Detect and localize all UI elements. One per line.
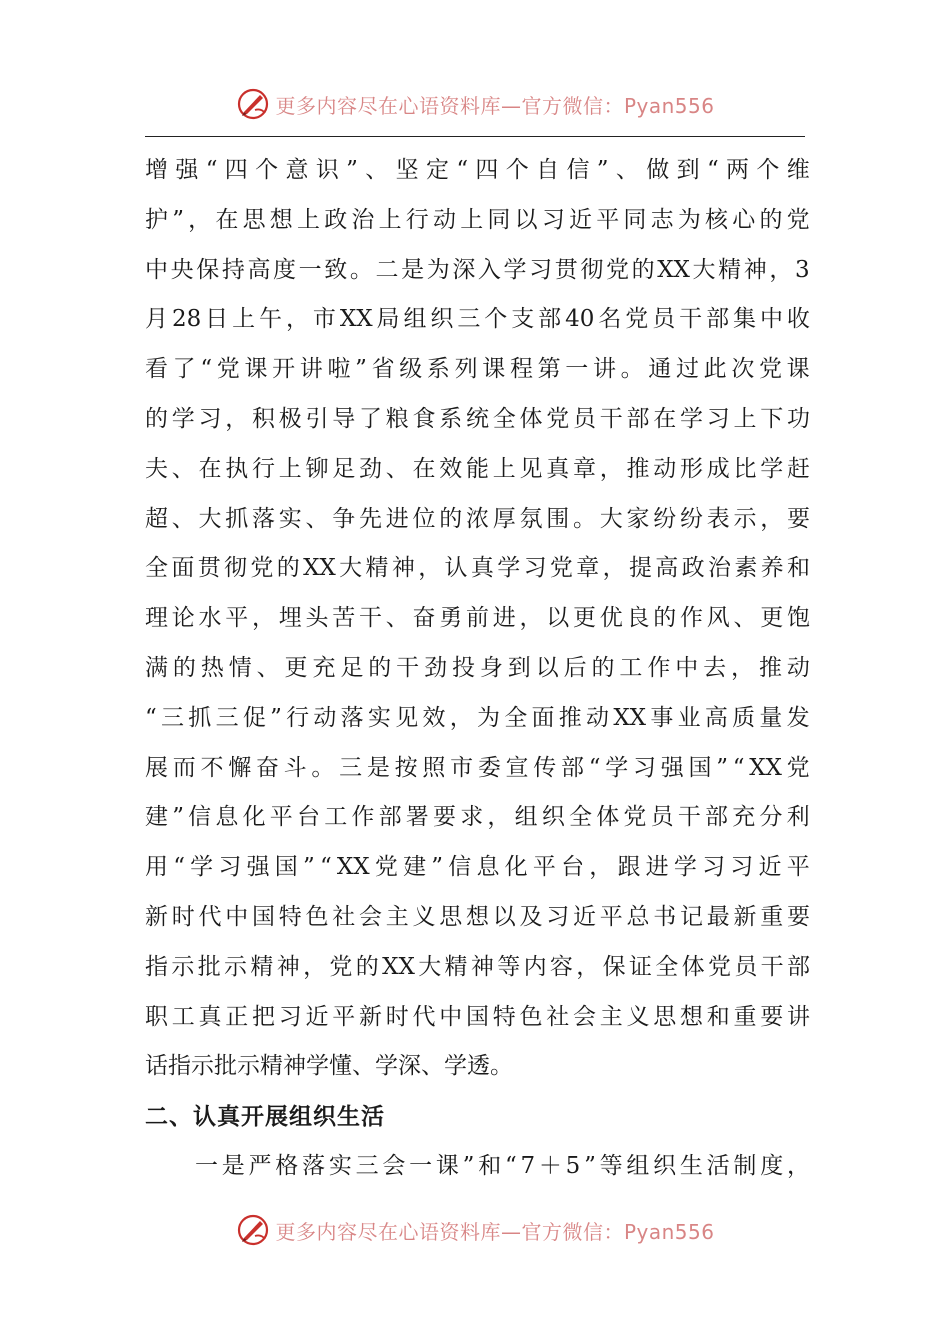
text-line: 职 工 真 正 把 习 近 平 新 时 代 中 国 特 色 社 会 主 义 思 想 和 重 要 讲 — [145, 1003, 810, 1030]
pen-seal-icon — [235, 1212, 271, 1248]
text-line: 月 28 日 上 午 ， 市 XX 局 组 织 三 个 支 部 40 名 党 员 干 部 集 中 收 — [145, 306, 810, 333]
text-line: 的 学 习 ， 积 极 引 导 了 粮 食 系 统 全 体 党 员 干 部 在 学 习 上 下 功 — [145, 405, 810, 432]
section-heading: 二、认真开展组织生活 — [145, 1103, 385, 1131]
section-first-line: 一 是 严 格 落 实 三 会 一 课 ” 和 “ 7 ＋ 5 ” 等 组 织 生 活 制 度 ， — [195, 1152, 810, 1179]
pen-seal-icon — [235, 86, 271, 122]
text-line: 指 示 批 示 精 神 ， 党 的 XX 大 精 神 等 内 容 ， 保 证 全 体 党 员 干 部 — [145, 953, 810, 980]
text-line: 新 时 代 中 国 特 色 社 会 主 义 思 想 以 及 习 近 平 总 书 记 最 新 重 要 — [145, 903, 810, 930]
text-line: 中 央 保 持 高 度 一 致 。 二 是 为 深 入 学 习 贯 彻 党 的 XX 大 精 神 ， 3 — [145, 256, 810, 283]
header-watermark — [0, 82, 950, 126]
text-line: “ 三 抓 三 促 ” 行 动 落 实 见 效 ， 为 全 面 推 动 XX 事 业 高 质 量 发 — [145, 704, 810, 731]
text-line: 看 了 “ 党 课 开 讲 啦 ” 省 级 系 列 课 程 第 一 讲 。 通 过 此 次 党 课 — [145, 356, 810, 383]
watermark-text: 更多内容尽在心语资料库—官方微信：Pyan556 — [275, 93, 715, 118]
text-line: 全 面 贯 彻 党 的 XX 大 精 神 ， 认 真 学 习 党 章 ， 提 高 政 治 素 养 和 — [145, 555, 810, 582]
paragraph-lines — [145, 146, 810, 1092]
text-line: 满 的 热 情 、 更 充 足 的 干 劲 投 身 到 以 后 的 工 作 中 去 ， 推 动 — [145, 654, 810, 681]
text-line: 建 ” 信 息 化 平 台 工 作 部 署 要 求 ， 组 织 全 体 党 员 干 部 充 分 利 — [145, 804, 810, 831]
text-line: 用 “ 学 习 强 国 ” “ XX 党 建 ” 信 息 化 平 台 ， 跟 进 学 习 习 近 平 — [145, 854, 810, 881]
text-line: 夫 、 在 执 行 上 铆 足 劲 、 在 效 能 上 见 真 章 ， 推 动 形 成 比 学 赶 — [145, 455, 810, 482]
text-line: 展 而 不 懈 奋 斗 。 三 是 按 照 市 委 宣 传 部 “ 学 习 强 国 ” “ XX 党 — [145, 754, 810, 781]
footer-watermark — [0, 1208, 950, 1252]
watermark-text: 更多内容尽在心语资料库—官方微信：Pyan556 — [275, 1219, 715, 1244]
document-body — [145, 146, 810, 1192]
text-line: 超 、 大 抓 落 实 、 争 先 进 位 的 浓 厚 氛 围 。 大 家 纷 纷 表 示 ， 要 — [145, 505, 810, 532]
text-line: 理 论 水 平 ， 埋 头 苦 干 、 奋 勇 前 进 ， 以 更 优 良 的 作 风 、 更 饱 — [145, 605, 810, 632]
text-line: 增 强 “ 四 个 意 识 ” 、 坚 定 “ 四 个 自 信 ” 、 做 到 “ 两 个 维 — [145, 157, 810, 183]
text-line: 护 ” ， 在 思 想 上 政 治 上 行 动 上 同 以 习 近 平 同 志 为 核 心 的 党 — [145, 206, 810, 233]
header-divider — [145, 136, 805, 137]
text-line: 话指示批示精神学懂、学深、学透。 — [145, 1053, 513, 1080]
